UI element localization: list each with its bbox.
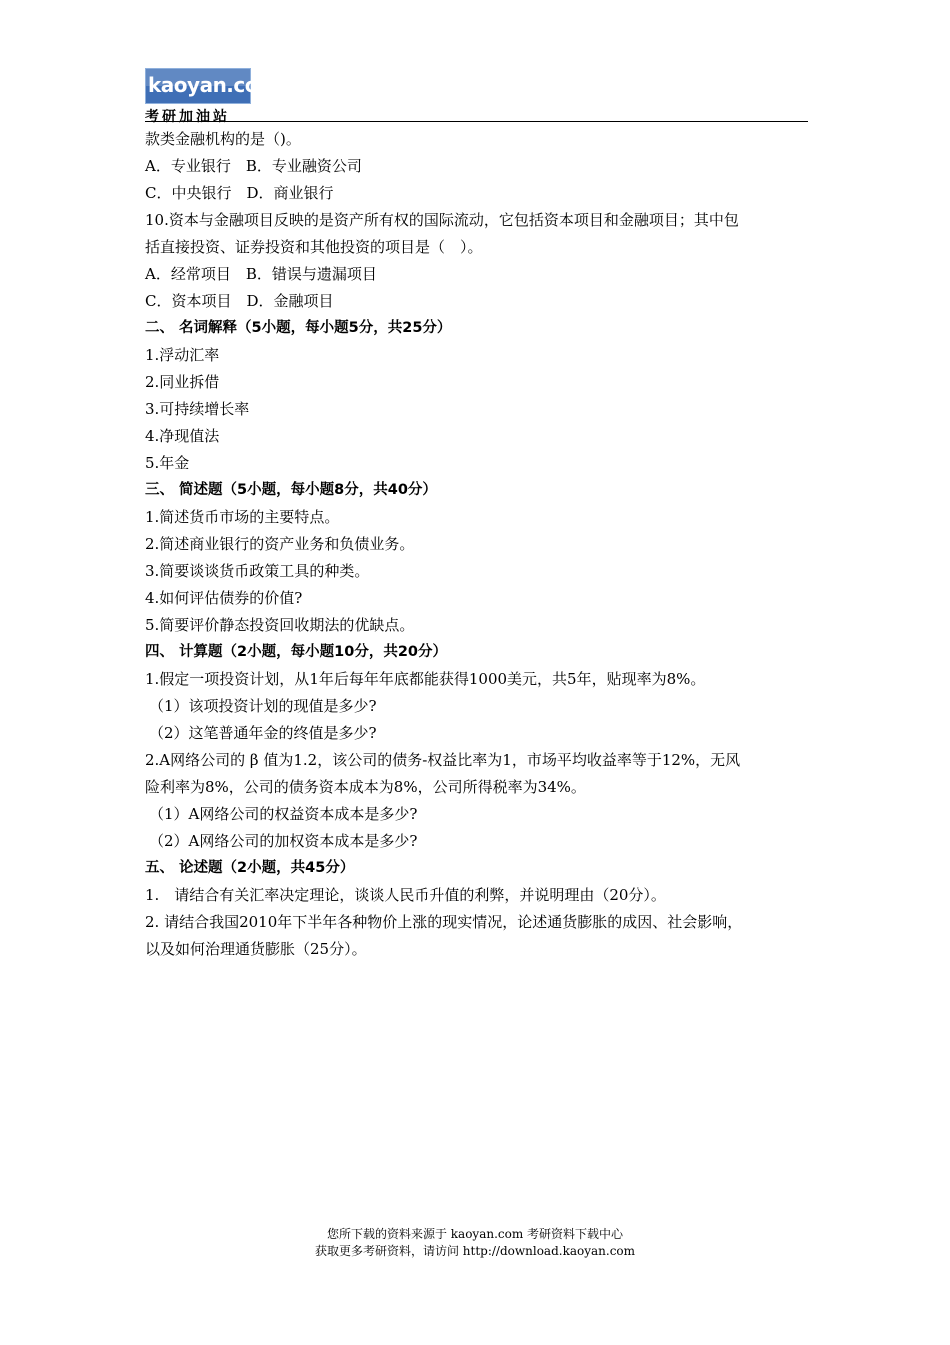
short-answer-item: 5.简要评价静态投资回收期法的优缺点。	[145, 616, 415, 634]
calculation-question-2: 2.A网络公司的 β 值为1.2，该公司的债务-权益比率为1，市场平均收益率等于12%，无风	[145, 751, 741, 769]
header-divider	[145, 121, 808, 122]
calculation-subquestion: （2）这笔普通年金的终值是多少?	[149, 724, 377, 742]
question-10-stem: 10.资本与金融项目反映的是资产所有权的国际流动，它包括资本项目和金融项目；其中包	[145, 211, 739, 229]
question-9-options-cd: C．中央银行 D．商业银行	[145, 184, 334, 202]
logo-badge	[145, 68, 279, 104]
question-10-options-ab: A．经常项目 B．错误与遗漏项目	[145, 265, 377, 283]
essay-question: 2. 请结合我国2010年下半年各种物价上涨的现实情况，论述通货膨胀的成因、社会影响，	[145, 913, 743, 931]
calculation-subquestion: （1）A网络公司的权益资本成本是多少?	[149, 805, 418, 823]
term-item: 1.浮动汇率	[145, 346, 220, 364]
section-heading-essay: 五、 论述题（2小题，共45分）	[145, 860, 355, 876]
essay-question-cont: 以及如何治理通货膨胀（25分）。	[145, 940, 367, 958]
exam-content	[145, 126, 810, 963]
question-9-options-ab: A．专业银行 B．专业融资公司	[145, 157, 362, 175]
kaoyan-logo	[145, 68, 279, 125]
question-9-stem-end: 款类金融机构的是（)。	[145, 130, 301, 148]
calculation-question-1: 1.假定一项投资计划，从1年后每年年底都能获得1000美元，共5年，贴现率为8%。	[145, 670, 706, 688]
section-heading-terms: 二、 名词解释（5小题，每小题5分，共25分）	[145, 320, 452, 336]
question-10-options-cd: C．资本项目 D．金融项目	[145, 292, 334, 310]
calculation-subquestion: （1）该项投资计划的现值是多少?	[149, 697, 377, 715]
short-answer-item: 4.如何评估债券的价值?	[145, 589, 303, 607]
question-10-stem-cont: 括直接投资、证券投资和其他投资的项目是（ ）。	[145, 238, 483, 256]
footer-download-link[interactable]: 获取更多考研资料，请访问 http://download.kaoyan.com	[314, 1244, 636, 1258]
calculation-question-2-cont: 险利率为8%，公司的债务资本成本为8%，公司所得税率为34%。	[145, 778, 586, 796]
short-answer-item: 3.简要谈谈货币政策工具的种类。	[145, 562, 370, 580]
logo-text-cn: 考研加油站	[145, 109, 230, 125]
essay-question: 1. 请结合有关汇率决定理论，谈谈人民币升值的利弊，并说明理由（20分）。	[145, 886, 666, 904]
logo-text-en: kaoyan.com	[148, 73, 279, 97]
term-item: 5.年金	[145, 454, 190, 472]
short-answer-item: 2.简述商业银行的资产业务和负债业务。	[145, 535, 415, 553]
term-item: 4.净现值法	[145, 427, 220, 445]
short-answer-item: 1.简述货币市场的主要特点。	[145, 508, 340, 526]
term-item: 2.同业拆借	[145, 373, 220, 391]
page-footer	[0, 1226, 950, 1260]
footer-source-note: 您所下载的资料来源于 kaoyan.com 考研资料下载中心	[326, 1227, 624, 1241]
term-item: 3.可持续增长率	[145, 400, 250, 418]
section-heading-calculation: 四、 计算题（2小题，每小题10分，共20分）	[145, 644, 447, 660]
calculation-subquestion: （2）A网络公司的加权资本成本是多少?	[149, 832, 418, 850]
section-heading-short-answer: 三、 简述题（5小题，每小题8分，共40分）	[145, 482, 437, 498]
